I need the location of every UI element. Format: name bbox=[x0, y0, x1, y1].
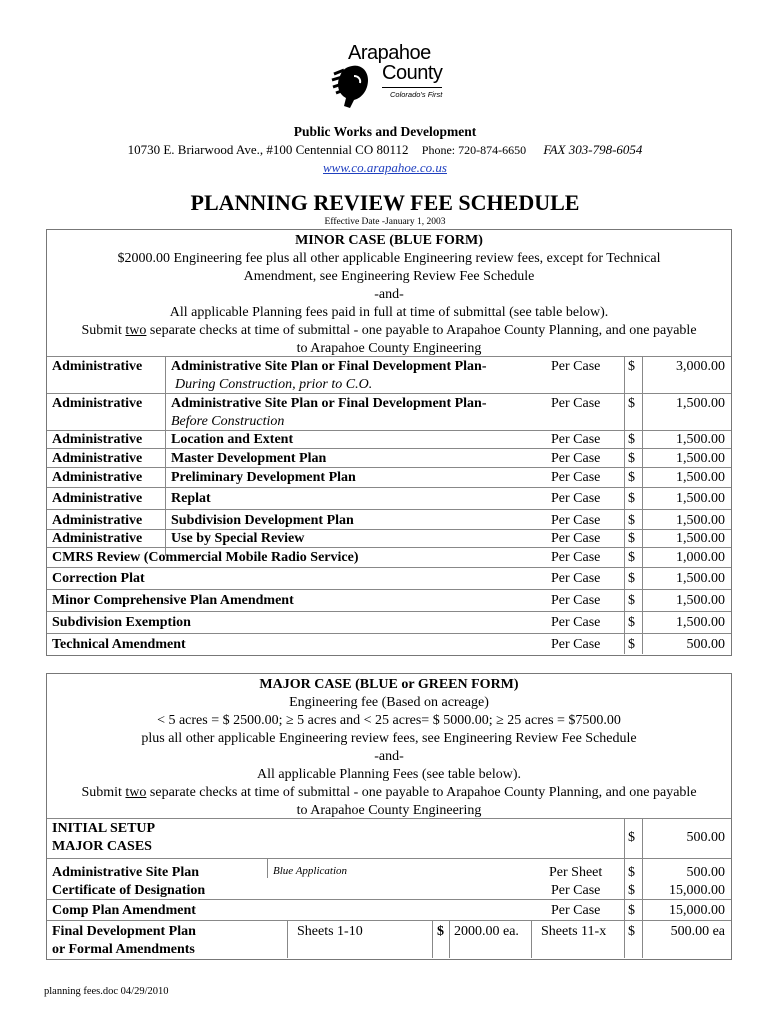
cpa-amount: 15,000.00 bbox=[669, 903, 725, 918]
county-logo bbox=[330, 42, 460, 106]
logo-rule bbox=[382, 87, 442, 88]
major-line-6: to Arapahoe County Engineering bbox=[296, 803, 482, 818]
minor-and: -and- bbox=[374, 287, 404, 302]
col-divider-amount bbox=[642, 356, 643, 654]
divider bbox=[47, 567, 731, 568]
col-divider-amt1 bbox=[449, 920, 450, 958]
row-category: Administrative bbox=[52, 451, 143, 466]
logo-tagline: Colorado's First bbox=[390, 90, 443, 99]
divider bbox=[47, 920, 731, 921]
divider bbox=[47, 356, 731, 357]
row-item: Replat bbox=[171, 491, 211, 506]
row-amount: 3,000.00 bbox=[676, 359, 725, 374]
row-item-full: Subdivision Exemption bbox=[52, 615, 191, 630]
row-subitem: Before Construction bbox=[171, 414, 285, 429]
row-item-full: CMRS Review (Commercial Mobile Radio Service) bbox=[52, 550, 359, 565]
row-unit: Per Case bbox=[551, 531, 601, 546]
phone-number: Phone: 720-874-6650 bbox=[421, 143, 527, 157]
submit-post: separate checks at time of submittal - one payable to Arapahoe County Planning, and one payable bbox=[146, 323, 697, 338]
divider bbox=[47, 467, 731, 468]
row-unit: Per Case bbox=[551, 637, 601, 652]
logo-word-county: County bbox=[382, 62, 443, 84]
row-category: Administrative bbox=[52, 513, 143, 528]
setup-currency: $ bbox=[628, 830, 635, 845]
row-unit: Per Case bbox=[551, 593, 601, 608]
street-address: 10730 E. Briarwood Ave., #100 Centennial CO 80112 bbox=[127, 142, 409, 157]
row-currency: $ bbox=[628, 531, 635, 546]
row-category: Administrative bbox=[52, 491, 143, 506]
row-unit: Per Case bbox=[551, 491, 601, 506]
row-amount: 1,500.00 bbox=[676, 396, 725, 411]
row-currency: $ bbox=[628, 571, 635, 586]
row-item: Location and Extent bbox=[171, 432, 294, 447]
asp-currency: $ bbox=[628, 865, 635, 880]
minor-line-3: All applicable Planning fees paid in full at time of submittal (see table below). bbox=[169, 305, 609, 320]
submit-two: two bbox=[125, 785, 147, 800]
col-divider-note bbox=[267, 858, 268, 878]
col-divider-sheets bbox=[287, 920, 288, 958]
row-unit: Per Case bbox=[551, 432, 601, 447]
row-category: Administrative bbox=[52, 470, 143, 485]
row-category: Administrative bbox=[52, 396, 143, 411]
row-currency: $ bbox=[628, 550, 635, 565]
cod-unit: Per Case bbox=[551, 883, 601, 898]
row-amount: 500.00 bbox=[686, 637, 725, 652]
row-item: Use by Special Review bbox=[171, 531, 305, 546]
cpa-unit: Per Case bbox=[551, 903, 601, 918]
major-and: -and- bbox=[374, 749, 404, 764]
row-item: Administrative Site Plan or Final Development Plan- bbox=[171, 359, 487, 374]
footer-filename-date: planning fees.doc 04/29/2010 bbox=[44, 986, 169, 997]
row-currency: $ bbox=[628, 432, 635, 447]
major-cases-label: MAJOR CASES bbox=[52, 839, 152, 854]
row-category: Administrative bbox=[52, 531, 143, 546]
cod-amount: 15,000.00 bbox=[669, 883, 725, 898]
major-case-table bbox=[46, 673, 732, 960]
row-amount: 1,500.00 bbox=[676, 491, 725, 506]
minor-case-table bbox=[46, 229, 732, 656]
row-amount: 1,000.00 bbox=[676, 550, 725, 565]
fdp-sheets-11-x: Sheets 11-x bbox=[541, 924, 607, 939]
page-title: PLANNING REVIEW FEE SCHEDULE bbox=[190, 190, 580, 215]
row-currency: $ bbox=[628, 637, 635, 652]
setup-amount: 500.00 bbox=[686, 830, 725, 845]
row-unit: Per Case bbox=[551, 550, 601, 565]
col-divider-sheets2 bbox=[531, 920, 532, 958]
row-amount: 1,500.00 bbox=[676, 470, 725, 485]
divider bbox=[47, 589, 731, 590]
row-currency: $ bbox=[628, 593, 635, 608]
effective-date: Effective Date -January 1, 2003 bbox=[324, 217, 446, 227]
major-line-4: All applicable Planning Fees (see table below). bbox=[257, 767, 521, 782]
row-item-full: Correction Plat bbox=[52, 571, 145, 586]
row-item-full: Technical Amendment bbox=[52, 637, 186, 652]
row-item: Master Development Plan bbox=[171, 451, 327, 466]
row-amount: 1,500.00 bbox=[676, 513, 725, 528]
fdp-label: Final Development Plan bbox=[52, 924, 196, 939]
row-item: Administrative Site Plan or Final Development Plan- bbox=[171, 396, 487, 411]
row-amount: 1,500.00 bbox=[676, 432, 725, 447]
row-unit: Per Case bbox=[551, 615, 601, 630]
major-heading: MAJOR CASE (BLUE or GREEN FORM) bbox=[259, 677, 519, 692]
row-currency: $ bbox=[628, 615, 635, 630]
chief-head-icon bbox=[330, 60, 376, 110]
submit-post: separate checks at time of submittal - one payable to Arapahoe County Planning, and one payable bbox=[146, 785, 697, 800]
row-amount: 1,500.00 bbox=[676, 531, 725, 546]
row-item: Subdivision Development Plan bbox=[171, 513, 354, 528]
submit-pre: Submit bbox=[81, 785, 126, 800]
divider bbox=[47, 547, 731, 548]
major-line-3: plus all other applicable Engineering review fees, see Engineering Review Fee Schedule bbox=[141, 731, 637, 746]
row-currency: $ bbox=[628, 359, 635, 374]
row-currency: $ bbox=[628, 451, 635, 466]
department-name: Public Works and Development bbox=[293, 124, 477, 139]
row-unit: Per Case bbox=[551, 359, 601, 374]
divider bbox=[47, 487, 731, 488]
col-divider-currency bbox=[624, 818, 625, 958]
submit-pre: Submit bbox=[81, 323, 126, 338]
row-unit: Per Case bbox=[551, 571, 601, 586]
row-currency: $ bbox=[628, 470, 635, 485]
minor-line-1: $2000.00 Engineering fee plus all other applicable Engineering review fees, except for Technical bbox=[117, 251, 661, 266]
fdp-amount-2: 500.00 ea bbox=[670, 924, 725, 939]
row-unit: Per Case bbox=[551, 470, 601, 485]
fdp-currency-1: $ bbox=[437, 924, 444, 939]
minor-line-5: to Arapahoe County Engineering bbox=[296, 341, 482, 356]
fdp-label-2: or Formal Amendments bbox=[52, 942, 195, 957]
divider bbox=[47, 818, 731, 819]
row-category: Administrative bbox=[52, 359, 143, 374]
divider bbox=[47, 393, 731, 394]
minor-heading: MINOR CASE (BLUE FORM) bbox=[295, 233, 483, 248]
row-unit: Per Case bbox=[551, 451, 601, 466]
row-amount: 1,500.00 bbox=[676, 615, 725, 630]
fdp-currency-2: $ bbox=[628, 924, 635, 939]
row-currency: $ bbox=[628, 491, 635, 506]
major-line-1: Engineering fee (Based on acreage) bbox=[289, 695, 489, 710]
divider bbox=[47, 509, 731, 510]
asp-amount: 500.00 bbox=[686, 865, 725, 880]
minor-line-2: Amendment, see Engineering Review Fee Schedule bbox=[243, 269, 535, 284]
row-currency: $ bbox=[628, 396, 635, 411]
divider bbox=[47, 858, 731, 859]
divider bbox=[47, 448, 731, 449]
row-amount: 1,500.00 bbox=[676, 593, 725, 608]
submit-two: two bbox=[125, 323, 147, 338]
col-divider-currency bbox=[624, 356, 625, 654]
row-currency: $ bbox=[628, 513, 635, 528]
cpa-label: Comp Plan Amendment bbox=[52, 903, 196, 918]
row-item: Preliminary Development Plan bbox=[171, 470, 356, 485]
cod-currency: $ bbox=[628, 883, 635, 898]
cpa-currency: $ bbox=[628, 903, 635, 918]
col-divider-cur1 bbox=[432, 920, 433, 958]
row-amount: 1,500.00 bbox=[676, 451, 725, 466]
row-category: Administrative bbox=[52, 432, 143, 447]
fdp-amount-1: 2000.00 ea. bbox=[454, 924, 519, 939]
asp-note: Blue Application bbox=[273, 865, 348, 877]
divider bbox=[47, 899, 731, 900]
website-link[interactable]: www.co.arapahoe.co.us bbox=[323, 160, 447, 175]
logo-word-arapahoe: Arapahoe bbox=[348, 42, 431, 64]
row-amount: 1,500.00 bbox=[676, 571, 725, 586]
address-line bbox=[0, 142, 770, 158]
row-unit: Per Case bbox=[551, 396, 601, 411]
row-unit: Per Case bbox=[551, 513, 601, 528]
fdp-sheets-1-10: Sheets 1-10 bbox=[297, 924, 363, 939]
cod-label: Certificate of Designation bbox=[52, 883, 206, 898]
asp-unit: Per Sheet bbox=[549, 865, 603, 880]
divider bbox=[47, 611, 731, 612]
major-line-2: < 5 acres = $ 2500.00; ≥ 5 acres and < 25 acres= $ 5000.00; ≥ 25 acres = $7500.00 bbox=[157, 713, 621, 728]
initial-setup-label: INITIAL SETUP bbox=[52, 821, 156, 836]
major-submit-line bbox=[47, 784, 731, 801]
row-item-full: Minor Comprehensive Plan Amendment bbox=[52, 593, 294, 608]
row-subitem: During Construction, prior to C.O. bbox=[175, 377, 373, 392]
minor-submit-line bbox=[47, 322, 731, 339]
asp-label: Administrative Site Plan bbox=[52, 865, 199, 880]
col-divider-amount bbox=[642, 818, 643, 958]
col-divider-category bbox=[165, 356, 166, 556]
fax-number: FAX 303-798-6054 bbox=[543, 142, 643, 157]
divider bbox=[47, 633, 731, 634]
